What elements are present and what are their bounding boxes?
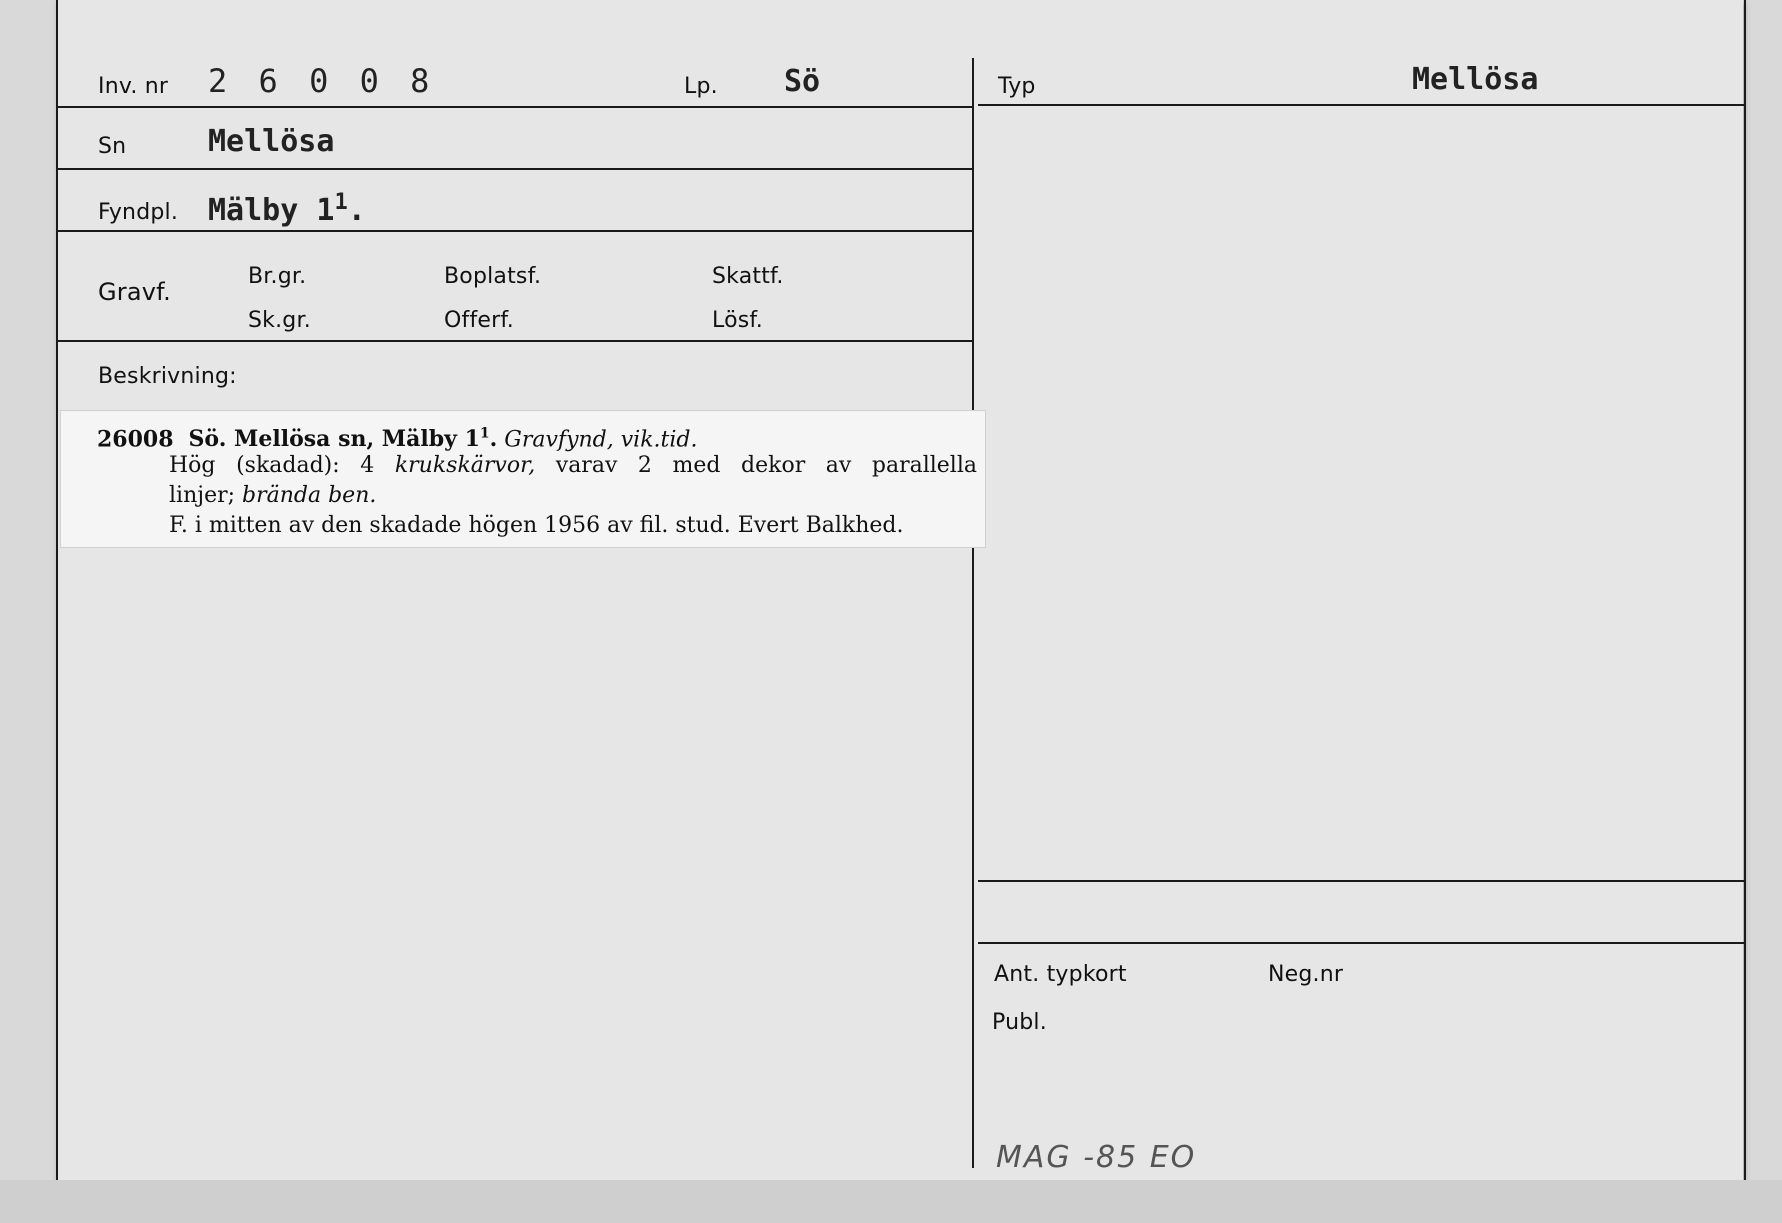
desc-line2-italic: krukskärvor,	[394, 453, 536, 478]
fyndpl-main: Mälby 1	[208, 193, 335, 228]
typ-label: Typ	[998, 74, 1036, 99]
desc-title-text: Sö. Mellösa sn, Mälby 1	[188, 426, 480, 453]
inv-value: 2 6 0 0 8	[208, 62, 436, 100]
offerf-label: Offerf.	[444, 308, 514, 333]
desc-line3-italic: brända ben.	[242, 483, 377, 508]
rule-gravf	[56, 340, 972, 342]
fyndpl-value	[208, 190, 366, 228]
skgr-label: Sk.gr.	[248, 308, 311, 333]
desc-line2-a: Hög (skadad): 4	[169, 453, 375, 478]
desc-category: Gravfynd, vik.tid.	[504, 427, 698, 453]
desc-line4: F. i mitten av den skadade högen 1956 av fil. stud. Evert Balkhed.	[169, 513, 904, 538]
inv-label: Inv. nr	[98, 74, 169, 99]
rule-typ	[978, 104, 1744, 106]
ant-typkort-label: Ant. typkort	[994, 962, 1127, 987]
fyndpl-sup: 1	[334, 190, 348, 215]
fyndpl-label: Fyndpl.	[98, 200, 179, 225]
rule-sn	[56, 168, 972, 170]
publ-label: Publ.	[992, 1010, 1047, 1035]
lp-value: Sö	[784, 64, 821, 99]
description-slip	[60, 410, 986, 548]
gravf-label: Gravf.	[98, 278, 171, 306]
rule-fyndpl	[56, 230, 972, 232]
handwritten-note: MAG -85 EO	[996, 1140, 1197, 1175]
skattf-label: Skattf.	[712, 264, 784, 289]
desc-title-sup: 1	[479, 426, 490, 442]
rule-ant-top	[978, 880, 1744, 882]
rule-ant-bottom	[978, 942, 1744, 944]
fyndpl-tail: .	[347, 193, 366, 228]
negnr-label: Neg.nr	[1268, 962, 1344, 987]
sn-label: Sn	[98, 134, 127, 159]
desc-title-dot: .	[489, 426, 498, 453]
card-right-border	[1744, 0, 1746, 1180]
desc-line-3	[169, 481, 376, 511]
lp-label: Lp.	[684, 74, 718, 99]
sn-value: Mellösa	[208, 124, 335, 159]
typ-value: Mellösa	[1412, 62, 1539, 97]
desc-title	[189, 426, 498, 452]
boplatsf-label: Boplatsf.	[444, 264, 542, 289]
center-divider	[972, 58, 974, 1168]
desc-line-2	[169, 451, 977, 481]
brgr-label: Br.gr.	[248, 264, 307, 289]
desc-number: 26008	[97, 426, 174, 453]
card-left-border	[56, 0, 58, 1180]
catalog-card	[56, 0, 1743, 1180]
desc-line3-a: linjer;	[169, 483, 236, 508]
beskrivning-label: Beskrivning:	[98, 364, 237, 389]
desc-line2-b: varav 2 med dekor av parallella	[555, 453, 977, 478]
background-strip	[0, 1180, 1782, 1223]
desc-line-1	[97, 419, 697, 455]
rule-inv	[56, 106, 972, 108]
losf-label: Lösf.	[712, 308, 763, 333]
desc-line-4	[169, 511, 904, 541]
